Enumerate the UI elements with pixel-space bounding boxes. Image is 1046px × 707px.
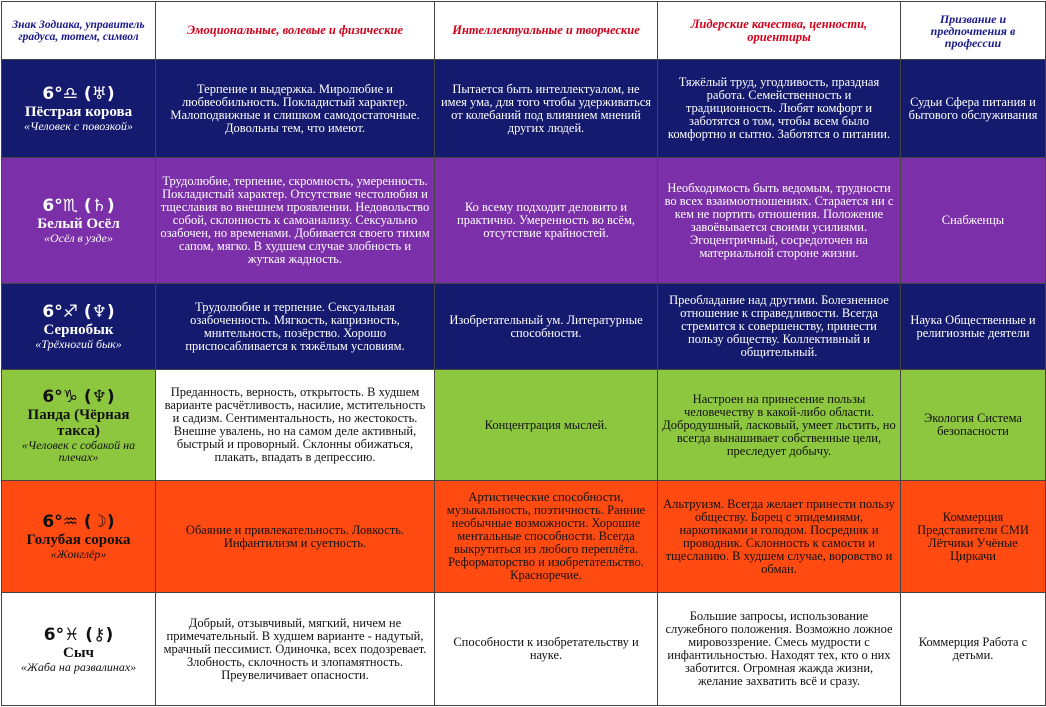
emotional-cell xyxy=(156,158,435,284)
leadership-text: Тяжёлый труд, угодливость, праздная работа. Семейственность и традиционность. Любят комфорт и заботятся о том, чтобы всем было комфортно и сытно. Заботятся о питании. xyxy=(667,75,891,141)
leadership-text: Настроен на принесение пользы человечеству в какой-либо области. Добродушный, ласковый, умеет льстить, но всегда вынашивает собственные цели, преследует добычу. xyxy=(662,391,896,458)
totem-symbol: «Человек с повозкой» xyxy=(24,119,133,133)
leadership-text: Преобладание над другими. Болезненное отношение к справедливости. Всегда стремится к совершенству, принести пользу обществу. Коллективный и общительный. xyxy=(669,293,889,359)
emotional-text: Трудолюбие, терпение, скромность, умеренность. Покладистый характер. Отсутствие честолюбия и тщеславия во внешнем проявлении. Недовольство собой, склонность к самоанализу. Сексуально озабочен, но временами. Добивается своего тихим сапом, мягко. В худшем случае злобность и жуткая жадность. xyxy=(160,174,430,266)
header-sign: Знак Зодиака, управитель градуса, тотем, символ xyxy=(2,2,156,60)
leadership-text: Альтруизм. Всегда желает принести пользу обществу. Борец с эпидемиями, наркотиками и голодом. Посредник и проводник. Склонность к самости и тщеславию. В худшем случае, воровство и обман. xyxy=(663,496,895,576)
profession-text: Наука Общественные и религиозные деятели xyxy=(910,312,1036,340)
profession-cell xyxy=(901,284,1046,370)
sign-cell xyxy=(2,60,156,158)
intellectual-text: Пытается быть интеллектуалом, не имея ума, для того чтобы удерживаться от колебаний под влиянием мнений других людей. xyxy=(440,81,652,135)
zodiac-symbol: 6°♓ (⚷) xyxy=(43,624,114,645)
intellectual-text: Способности к изобретательству и науке. xyxy=(453,635,639,662)
profession-text: Коммерция Работа с детьми. xyxy=(918,635,1028,662)
intellectual-text: Артистические способности, музыкальность, поэтичность. Ранние необычные возможности. Хорошие ментальные способности. Всегда выкрутиться из любого переплёта. Реформаторство и изобретательство. Красноречие. xyxy=(446,490,646,582)
intellectual-text: Концентрация мыслей. xyxy=(484,417,608,432)
emotional-text: Преданность, верность, открытость. В худшем варианте расчётливость, насилие, мстительность и садизм. Сентиментальность, но жестокость. Внешне увалень, но на самом деле активный, быстрый и проворный. Склонны обижаться, плакать, впадать в депрессию. xyxy=(164,385,426,464)
emotional-cell xyxy=(156,593,435,706)
totem-name: Сернобык xyxy=(43,322,114,338)
leadership-cell xyxy=(658,481,901,593)
totem-symbol: «Жонглёр» xyxy=(50,547,107,561)
emotional-cell xyxy=(156,284,435,370)
table-row xyxy=(2,284,1046,370)
sign-cell xyxy=(2,593,156,706)
table-header-row xyxy=(2,2,1046,60)
intellectual-cell xyxy=(435,593,658,706)
intellectual-cell xyxy=(435,370,658,481)
totem-symbol: «Трёхногий бык» xyxy=(35,337,122,351)
leadership-cell xyxy=(658,370,901,481)
zodiac-symbol: 6°♏ (♄) xyxy=(42,196,115,216)
emotional-text: Терпение и выдержка. Миролюбие и любвеобильность. Покладистый характер. Малоподвижные и слишком самодостаточные. Довольны тем, что имеют. xyxy=(170,81,420,135)
emotional-text: Обаяние и привлекательность. Ловкость. Инфантилизм и суетность. xyxy=(185,522,405,550)
profession-cell xyxy=(901,60,1046,158)
totem-name: Панда (Чёрная такса) xyxy=(27,406,130,439)
emotional-cell xyxy=(156,370,435,481)
zodiac-symbol: 6°♐ (♆) xyxy=(42,302,115,322)
header-emotional: Эмоциональные, волевые и физические xyxy=(156,2,435,60)
leadership-text: Большие запросы, использование служебного положения. Возможно ложное мировоззрение. Смесь мудрости с инфантильностью. Находят тех, кто о них заботится. Огромная жажда жизни, желание захватить всё и сразу. xyxy=(665,609,893,688)
leadership-cell xyxy=(658,158,901,284)
table-row xyxy=(2,481,1046,593)
table-row xyxy=(2,593,1046,706)
profession-text: Снабженцы xyxy=(941,213,1005,227)
emotional-cell xyxy=(156,481,435,593)
sign-cell xyxy=(2,370,156,481)
profession-cell xyxy=(901,481,1046,593)
intellectual-cell xyxy=(435,158,658,284)
intellectual-cell xyxy=(435,481,658,593)
zodiac-symbol: 6°♑ (♆) xyxy=(42,386,115,407)
leadership-cell xyxy=(658,284,901,370)
profession-text: Коммерция Представители СМИ Лётчики Учёные Циркачи xyxy=(917,509,1029,563)
profession-cell xyxy=(901,158,1046,284)
intellectual-cell xyxy=(435,60,658,158)
leadership-cell xyxy=(658,60,901,158)
emotional-text: Трудолюбие и терпение. Сексуальная озабоченность. Мягкость, капризность, мнительность, позёрство. Хорошо приспосабливается к тяжёлым условиям. xyxy=(185,299,405,353)
leadership-cell xyxy=(658,593,901,706)
intellectual-cell xyxy=(435,284,658,370)
profession-cell xyxy=(901,593,1046,706)
totem-name: Пёстрая корова xyxy=(24,104,133,120)
totem-symbol: «Осёл в узде» xyxy=(44,231,113,245)
table-row xyxy=(2,158,1046,284)
sign-cell xyxy=(2,284,156,370)
emotional-text: Добрый, отзывчивый, мягкий, ничем не примечательный. В худшем варианте - надутый, мрачный пессимист. Одиночка, всех подозревает. Злобность, склочность и злопамятность. Преувеличивает опасности. xyxy=(163,615,427,682)
emotional-cell xyxy=(156,60,435,158)
totem-symbol: «Жаба на развалинах» xyxy=(20,659,137,674)
table-row xyxy=(2,60,1046,158)
profession-text: Судьи Сфера питания и бытового обслуживания xyxy=(908,94,1038,122)
header-profession: Призвание и предпочтения в профессии xyxy=(901,2,1046,60)
sign-cell xyxy=(2,481,156,593)
sign-cell xyxy=(2,158,156,284)
intellectual-text: Ко всему подходит деловито и практично. Умеренность во всём, отсутствие крайностей. xyxy=(457,200,635,240)
profession-text: Экология Система безопасности xyxy=(924,411,1022,438)
totem-name: Голубая сорока xyxy=(26,532,131,548)
zodiac-symbol: 6°♒ (☽) xyxy=(42,512,115,532)
leadership-text: Необходимость быть ведомым, трудности во всех взаимоотношениях. Старается ни с кем не портить отношения. Положение завоёвывается своими усилиями. Эгоцентричный, сосредоточен на материальной стороне жизни. xyxy=(664,180,894,260)
zodiac-table xyxy=(1,1,1046,706)
totem-name: Белый Осёл xyxy=(37,216,120,232)
totem-name: Сыч xyxy=(62,644,94,661)
header-leadership: Лидерские качества, ценности, ориентиры xyxy=(658,2,901,60)
totem-symbol: «Человек с собакой на плечах» xyxy=(21,437,136,464)
zodiac-symbol: 6°♎ (♅) xyxy=(42,84,115,104)
table-row xyxy=(2,370,1046,481)
intellectual-text: Изобретательный ум. Литературные способности. xyxy=(449,312,643,340)
header-intellectual: Интеллектуальные и творческие xyxy=(435,2,658,60)
profession-cell xyxy=(901,370,1046,481)
